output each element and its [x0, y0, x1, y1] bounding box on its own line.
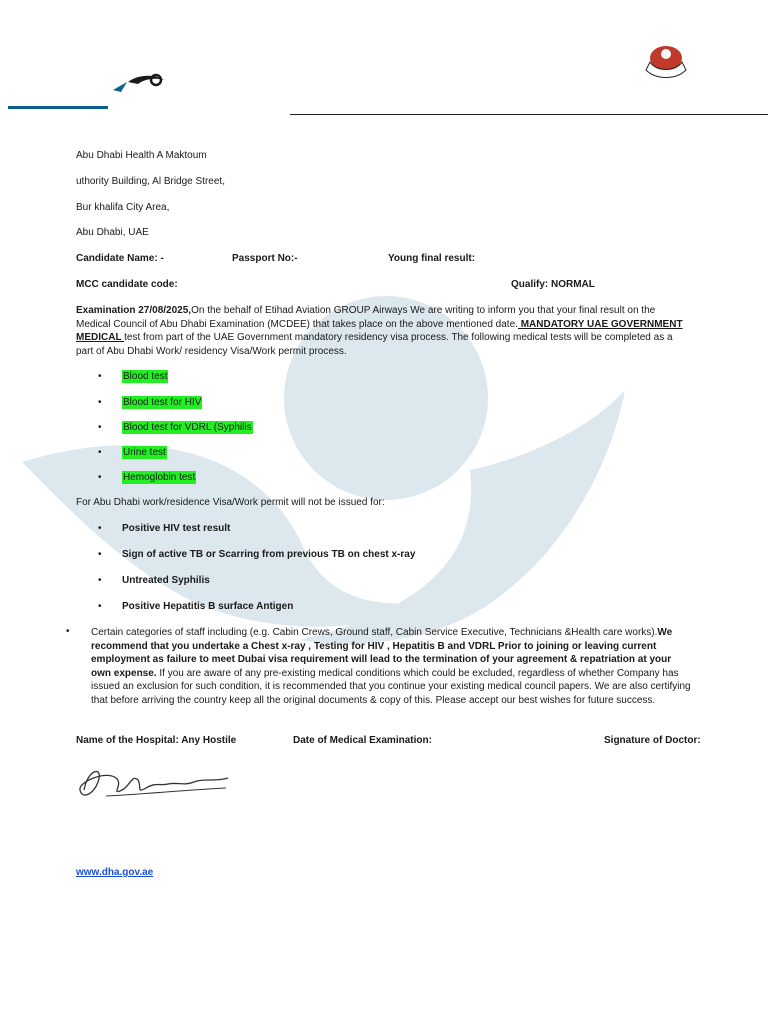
crest-logo [640, 40, 692, 80]
seha-logo [8, 72, 280, 116]
test-item: Hemoglobin test [123, 472, 196, 483]
address-line-2: uthority Building, Al Bridge Street, [76, 176, 225, 187]
staff-paragraph [91, 626, 691, 707]
address-line-3: Bur khalifa City Area, [76, 202, 170, 213]
bullet-dot: • [98, 447, 102, 458]
bullet-dot: • [98, 397, 102, 408]
test-item: Urine test [123, 447, 166, 458]
bullet-dot: • [66, 626, 70, 637]
bullet-dot: • [98, 601, 102, 612]
qualify-status: Qualify: NORMAL [511, 279, 595, 290]
passport-label: Passport No:- [232, 253, 298, 264]
test-item: Blood test for VDRL (Syphilis [123, 422, 252, 433]
staff-text-2: If you are aware of any pre-existing medical conditions which could be excluded, regardless of whether Company has issued an exclusion for such condition, it is recommended that you continue your existing medical council papers. We are also certifying that before arriving the country keep all the original documents & copy of this. Please accept our best wishes for future success. [91, 667, 691, 706]
code-label: MCC candidate code: [76, 279, 178, 290]
staff-text-1: Certain categories of staff including (e.g. Cabin Crews, Ground staff, Cabin Service Executive, Technicians &Health care works). [91, 627, 658, 638]
candidate-name-label: Candidate Name: - [76, 253, 164, 264]
not-issued-item: Positive HIV test result [122, 523, 231, 534]
header-rule [290, 114, 768, 115]
not-issued-item: Positive Hepatitis B surface Antigen [122, 601, 294, 612]
bullet-dot: • [98, 549, 102, 560]
bullet-dot: • [98, 575, 102, 586]
signature-image [76, 760, 236, 808]
exam-date: Examination 27/08/2025, [76, 305, 192, 316]
bullet-dot: • [98, 371, 102, 382]
staff-recommendation: We recommend that you undertake a Chest x-ray , Testing for HIV , Hepatitis B and VDRL Prior to joining or leaving current employment as failure to meet Dubai visa requirement will lead to the termination of your agreement & repatriation at your own expense. [91, 627, 673, 679]
exam-paragraph [76, 304, 686, 358]
bullet-dot: • [98, 472, 102, 483]
exam-date-label: Date of Medical Examination: [293, 735, 432, 746]
signature-label: Signature of Doctor: [604, 735, 701, 746]
not-issued-item: Untreated Syphilis [122, 575, 210, 586]
address-line-1: Abu Dhabi Health A Maktoum [76, 150, 207, 161]
website-link[interactable]: www.dha.gov.ae [76, 867, 154, 878]
test-item: Blood test [123, 371, 168, 382]
exam-text-2: test from part of the UAE Government mandatory residency visa process. The following medical tests will be completed as a part of Abu Dhabi Work/ residency Visa/Work permit process. [76, 332, 673, 357]
hospital-name: Name of the Hospital: Any Hostile [76, 735, 237, 746]
bullet-dot: • [98, 523, 102, 534]
address-line-4: Abu Dhabi, UAE [76, 227, 149, 238]
test-item: Blood test for HIV [123, 397, 202, 408]
bullet-dot: • [98, 422, 102, 433]
exam-text-1: On the behalf of Etihad Aviation GROUP Airways We are writing to inform you that your final result on the Medical Council of Abu Dhabi Examination (MCDEE) that takes place on the above mentioned date. [76, 305, 656, 330]
mandatory-medical: MANDATORY UAE GOVERNMENT MEDICAL [76, 318, 683, 343]
not-issued-item: Sign of active TB or Scarring from previous TB on chest x-ray [122, 549, 416, 560]
result-label: Young final result: [388, 253, 476, 264]
not-issued-label: For Abu Dhabi work/residence Visa/Work permit will not be issued for: [76, 497, 385, 508]
